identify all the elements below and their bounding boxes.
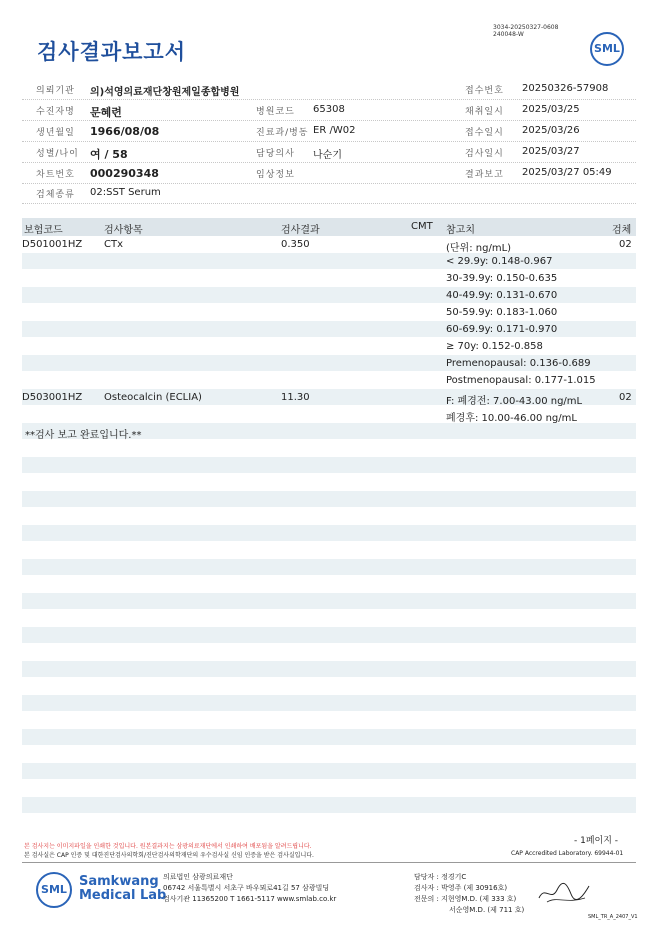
info-row-1 — [22, 79, 636, 100]
row-result: 11.30 — [281, 392, 310, 403]
footer-divider — [22, 862, 636, 863]
institution-value: 의)석영의료재단창원제일종합병원 — [90, 87, 240, 98]
form-code: SML_TR_A_2407_V1 — [588, 914, 638, 920]
document-number-line2: 240048-W — [493, 31, 524, 38]
row-stripe — [22, 797, 636, 813]
staff-specialist-2: 서순영M.D. (제 711 호) — [449, 906, 525, 914]
col-ref-header: 참고치 — [446, 225, 475, 236]
dob-value: 1966/08/08 — [90, 125, 160, 138]
patient-label: 수진자명 — [36, 107, 75, 117]
sex-age-value: 여 / 58 — [90, 148, 128, 161]
table-row — [22, 373, 636, 390]
signature-image — [537, 880, 592, 906]
table-row — [22, 356, 636, 373]
row-result: 0.350 — [281, 239, 310, 250]
row-stripe — [22, 627, 636, 643]
specimen-value: 02:SST Serum — [90, 187, 161, 198]
collect-value: 2025/03/25 — [522, 104, 580, 115]
dept-label: 진료과/병동 — [256, 128, 309, 138]
brand-line2: Medical Lab — [79, 888, 167, 903]
row-stripe — [22, 661, 636, 677]
row-ref: Postmenopausal: 0.177-1.015 — [446, 375, 596, 386]
row-code: D501001HZ — [22, 239, 83, 250]
document-number — [493, 24, 558, 38]
row-ref: 40-49.9y: 0.131-0.670 — [446, 290, 558, 301]
receipt-no-label: 접수번호 — [465, 86, 504, 96]
table-row — [22, 390, 636, 407]
row-stripe — [22, 593, 636, 609]
col-specimen-header: 검체 — [612, 225, 632, 236]
staff-manager: 담당자 : 정경기C — [414, 873, 467, 881]
table-row — [22, 407, 636, 424]
table-row — [22, 305, 636, 322]
staff-specialist: 전문의 : 지현영M.D. (제 333 호) — [414, 895, 517, 903]
page-title: 검사결과보고서 — [37, 40, 187, 64]
row-stripe — [22, 525, 636, 541]
row-ref: F: 폐경전: 7.00-43.00 ng/mL — [446, 396, 583, 407]
report-value: 2025/03/27 05:49 — [522, 167, 612, 178]
tested-label: 검사일시 — [465, 149, 504, 159]
row-stripe — [22, 763, 636, 779]
row-code: D503001HZ — [22, 392, 83, 403]
table-row — [22, 288, 636, 305]
row-ref: Premenopausal: 0.136-0.689 — [446, 358, 591, 369]
clinical-info-label: 임상정보 — [256, 170, 295, 180]
col-code-header: 보험코드 — [24, 225, 63, 236]
org-address: 06742 서울특별시 서초구 바우뫼로41길 57 삼광빌딩 — [163, 884, 330, 892]
staff-tester: 검사자 : 박영주 (제 30916호) — [414, 884, 508, 892]
page-number: - 1페이지 - — [574, 836, 619, 846]
col-item-header: 검사항목 — [104, 225, 143, 236]
collect-label: 채취일시 — [465, 107, 504, 117]
info-row-5 — [22, 163, 636, 184]
sml-logo: SML — [590, 32, 624, 66]
hospital-code-label: 병원코드 — [256, 107, 295, 117]
row-stripe — [22, 457, 636, 473]
doctor-value: 나순기 — [313, 150, 342, 161]
specimen-label: 검체종류 — [36, 190, 75, 200]
document-number-line1: 3034-20250327-0608 — [493, 24, 559, 31]
brand-line1: Samkwang — [79, 874, 159, 889]
table-row — [22, 254, 636, 271]
org-contact: 검사기관 11365200 T 1661-5117 www.smlab.co.kr — [163, 895, 337, 903]
info-row-6 — [22, 183, 636, 204]
row-specimen: 02 — [619, 392, 632, 403]
dob-label: 생년월일 — [36, 128, 75, 138]
institution-label: 의뢰기관 — [36, 86, 75, 96]
col-result-header: 검사결과 — [281, 225, 320, 236]
tested-value: 2025/03/27 — [522, 146, 580, 157]
row-ref: (단위: ng/mL) — [446, 243, 512, 254]
dept-value: ER /W02 — [313, 125, 356, 136]
table-row — [22, 237, 636, 254]
notice-red: 본 검사지는 이미지파일을 인쇄한 것입니다. 원본결과지는 삼광의료재단에서 인쇄하여 배포됨을 알려드립니다. — [24, 843, 312, 850]
row-stripe — [22, 729, 636, 745]
accreditation-notice: 본 검사실은 CAP 인증 및 대한진단검사의학회/진단검사의학재단의 우수검사실 신임 인증을 받은 검사실입니다. — [24, 852, 314, 859]
row-ref: < 29.9y: 0.148-0.967 — [446, 256, 553, 267]
doctor-label: 담당의사 — [256, 149, 295, 159]
row-stripe — [22, 559, 636, 575]
chart-no-value: 000290348 — [90, 167, 159, 180]
row-item: CTx — [104, 239, 124, 250]
org-name: 의료법인 삼광의료재단 — [163, 873, 233, 881]
table-row — [22, 339, 636, 356]
chart-no-label: 차트번호 — [36, 170, 75, 180]
row-item: Osteocalcin (ECLIA) — [104, 392, 202, 403]
sex-age-label: 성별/나이 — [36, 149, 79, 159]
row-stripe — [22, 695, 636, 711]
received-label: 접수일시 — [465, 128, 504, 138]
received-value: 2025/03/26 — [522, 125, 580, 136]
table-row — [22, 322, 636, 339]
samkwang-logo: SML — [36, 872, 72, 908]
row-ref: 60-69.9y: 0.171-0.970 — [446, 324, 558, 335]
row-ref: ≥ 70y: 0.152-0.858 — [446, 341, 543, 352]
table-row — [22, 271, 636, 288]
patient-value: 문혜련 — [90, 106, 122, 119]
info-row-2 — [22, 100, 636, 121]
completion-note: **검사 보고 완료입니다.** — [25, 430, 142, 441]
info-row-4 — [22, 142, 636, 163]
row-stripe — [22, 491, 636, 507]
row-ref: 폐경후: 10.00-46.00 ng/mL — [446, 413, 577, 424]
hospital-code-value: 65308 — [313, 104, 345, 115]
row-specimen: 02 — [619, 239, 632, 250]
info-row-3 — [22, 121, 636, 142]
cap-accreditation: CAP Accredited Laboratory. 69944-01 — [511, 850, 624, 857]
results-table-header — [22, 218, 636, 236]
report-label: 결과보고 — [465, 170, 504, 180]
receipt-no-value: 20250326-57908 — [522, 83, 609, 94]
row-ref: 50-59.9y: 0.183-1.060 — [446, 307, 558, 318]
row-ref: 30-39.9y: 0.150-0.635 — [446, 273, 558, 284]
col-cmt-header: CMT — [411, 221, 433, 232]
